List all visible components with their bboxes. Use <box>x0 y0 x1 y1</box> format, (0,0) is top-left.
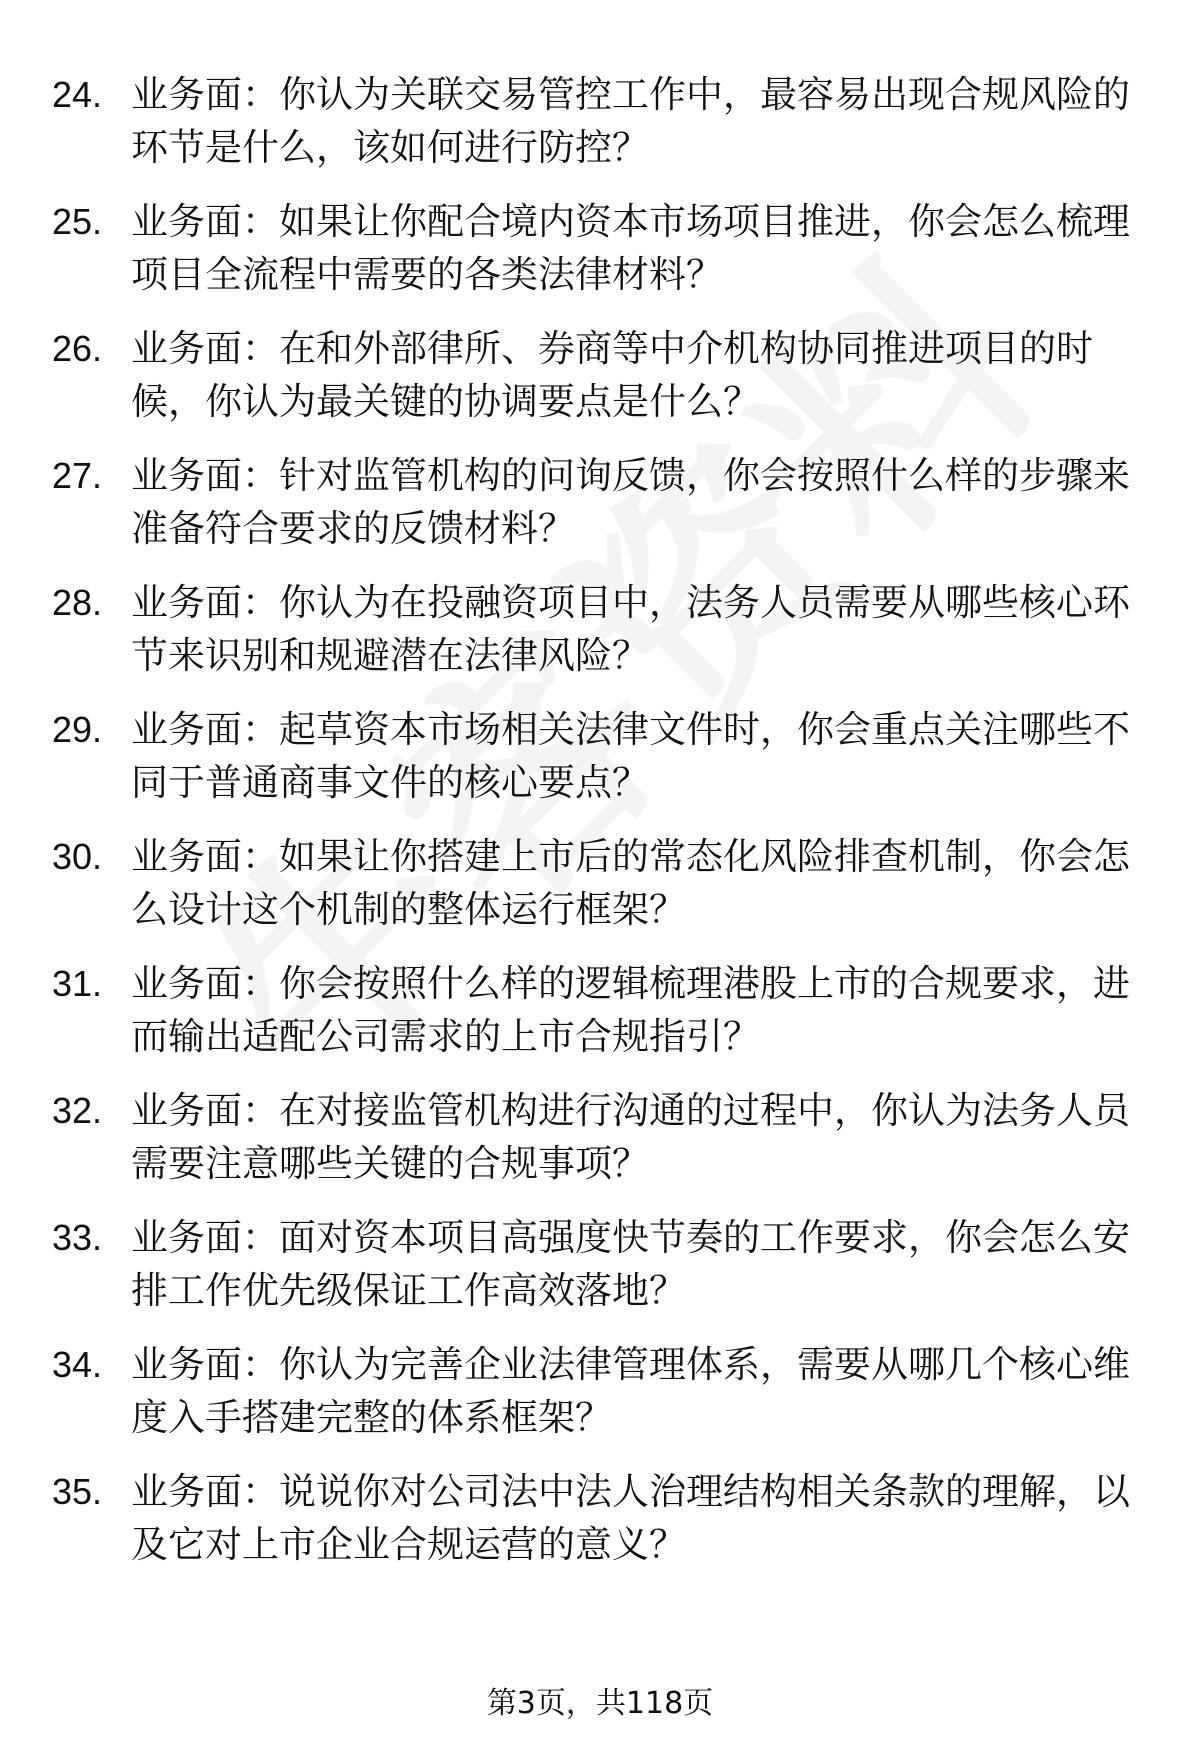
question-number: 32. <box>52 1090 103 1131</box>
question-number: 25. <box>52 201 103 242</box>
question-text: 业务面：如果让你配合境内资本市场项目推进，你会怎么梳理项目全流程中需要的各类法律材料？ <box>131 200 1130 296</box>
question-number: 29. <box>52 709 103 750</box>
question-text: 业务面：在对接监管机构进行沟通的过程中，你认为法务人员需要注意哪些关键的合规事项？ <box>131 1089 1130 1185</box>
page-footer: 第3页，共118页 <box>486 1686 714 1721</box>
question-item <box>52 576 1162 683</box>
question-text: 业务面：针对监管机构的问询反馈，你会按照什么样的步骤来准备符合要求的反馈材料？ <box>131 454 1130 550</box>
question-item <box>52 1338 1162 1445</box>
question-text: 业务面：在和外部律所、券商等中介机构协同推进项目的时候，你认为最关键的协调要点是什么？ <box>131 327 1093 423</box>
question-number: 34. <box>52 1344 103 1385</box>
question-text: 业务面：你认为在投融资项目中，法务人员需要从哪些核心环节来识别和规避潜在法律风险？ <box>131 581 1130 677</box>
question-number: 31. <box>52 963 103 1004</box>
question-text: 业务面：你认为关联交易管控工作中，最容易出现合规风险的环节是什么，该如何进行防控？ <box>131 73 1130 169</box>
question-text: 业务面：起草资本市场相关法律文件时，你会重点关注哪些不同于普通商事文件的核心要点？ <box>131 708 1130 804</box>
question-item <box>52 703 1162 810</box>
question-item <box>52 1211 1162 1318</box>
question-item <box>52 449 1162 556</box>
question-number: 30. <box>52 836 103 877</box>
question-text: 业务面：如果让你搭建上市后的常态化风险排查机制，你会怎么设计这个机制的整体运行框架？ <box>131 835 1130 931</box>
question-number: 27. <box>52 455 103 496</box>
question-number: 24. <box>52 74 103 115</box>
question-item <box>52 830 1162 937</box>
question-list <box>52 68 1162 1592</box>
question-number: 28. <box>52 582 103 623</box>
question-item <box>52 1084 1162 1191</box>
question-number: 33. <box>52 1217 103 1258</box>
question-item <box>52 322 1162 429</box>
question-text: 业务面：你认为完善企业法律管理体系，需要从哪几个核心维度入手搭建完整的体系框架？ <box>131 1343 1130 1439</box>
question-number: 26. <box>52 328 103 369</box>
question-text: 业务面：面对资本项目高强度快节奏的工作要求，你会怎么安排工作优先级保证工作高效落地？ <box>131 1216 1130 1312</box>
question-number: 35. <box>52 1471 103 1512</box>
question-item <box>52 1465 1162 1572</box>
question-text: 业务面：说说你对公司法中法人治理结构相关条款的理解，以及它对上市企业合规运营的意义？ <box>131 1470 1130 1566</box>
question-item <box>52 957 1162 1064</box>
question-item <box>52 68 1162 175</box>
question-text: 业务面：你会按照什么样的逻辑梳理港股上市的合规要求，进而输出适配公司需求的上市合规指引？ <box>131 962 1130 1058</box>
question-item <box>52 195 1162 302</box>
